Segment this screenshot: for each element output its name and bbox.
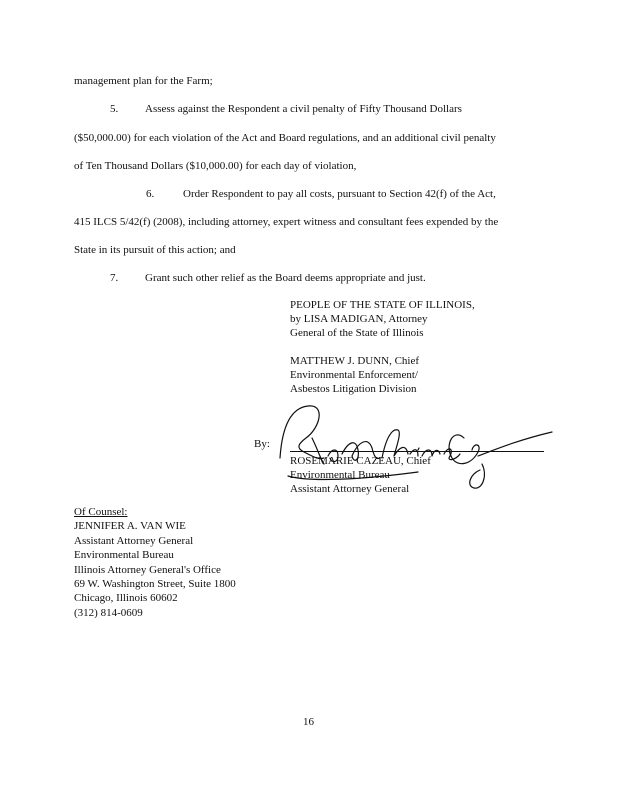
handwritten-signature bbox=[268, 398, 558, 496]
continued-text-line: management plan for the Farm; bbox=[74, 75, 213, 87]
by-label: By: bbox=[254, 438, 270, 450]
page-number: 16 bbox=[303, 716, 314, 728]
item-5-line-2: ($50,000.00) for each violation of the Act and Board regulations, and an additional civil penalty bbox=[74, 132, 496, 144]
item-6-line-2: 415 ILCS 5/42(f) (2008), including attorney, expert witness and consultant fees expended by the bbox=[74, 216, 499, 228]
item-7-text: Grant such other relief as the Board deems appropriate and just. bbox=[145, 272, 426, 284]
chief-line-2: Environmental Enforcement/ bbox=[290, 369, 418, 381]
of-counsel-heading: Of Counsel: bbox=[74, 506, 128, 518]
item-5-line-1: Assess against the Respondent a civil penalty of Fifty Thousand Dollars bbox=[145, 103, 462, 115]
item-7-number: 7. bbox=[110, 272, 119, 284]
of-counsel-block bbox=[74, 507, 236, 622]
party-line-2: by LISA MADIGAN, Attorney bbox=[290, 313, 428, 325]
signer-line-2: Environmental Bureau bbox=[290, 469, 390, 481]
item-5-line-3: of Ten Thousand Dollars ($10,000.00) for each day of violation, bbox=[74, 160, 357, 172]
item-6-line-3: State in its pursuit of this action; and bbox=[74, 244, 236, 256]
party-line-1: PEOPLE OF THE STATE OF ILLINOIS, bbox=[290, 299, 475, 311]
chief-line-3: Asbestos Litigation Division bbox=[290, 383, 417, 395]
counsel-bureau: Environmental Bureau bbox=[74, 549, 174, 562]
counsel-office: Illinois Attorney General's Office bbox=[74, 563, 221, 576]
item-5-number: 5. bbox=[110, 103, 119, 115]
counsel-title: Assistant Attorney General bbox=[74, 534, 194, 547]
signer-line-3: Assistant Attorney General bbox=[290, 483, 410, 495]
counsel-name: JENNIFER A. VAN WIE bbox=[74, 520, 186, 533]
chief-line-1: MATTHEW J. DUNN, Chief bbox=[290, 355, 420, 367]
counsel-street: 69 W. Washington Street, Suite 1800 bbox=[74, 577, 236, 590]
counsel-city: Chicago, Illinois 60602 bbox=[74, 592, 178, 605]
party-line-3: General of the State of Illinois bbox=[290, 327, 424, 339]
signer-line-1: ROSEMARIE CAZEAU, Chief bbox=[290, 455, 431, 467]
item-6-line-1: Order Respondent to pay all costs, pursuant to Section 42(f) of the Act, bbox=[183, 188, 496, 200]
item-6-number: 6. bbox=[146, 188, 155, 200]
counsel-phone: (312) 814-0609 bbox=[74, 606, 143, 619]
